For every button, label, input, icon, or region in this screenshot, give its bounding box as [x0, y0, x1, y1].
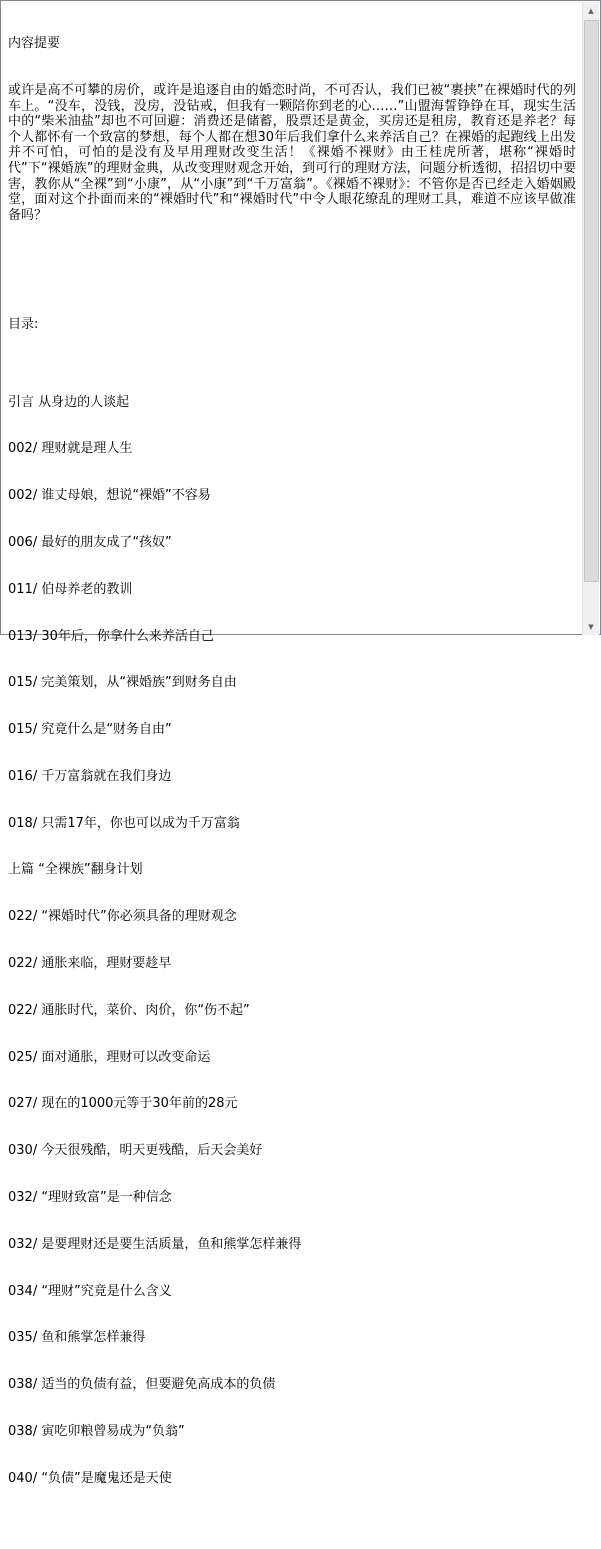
- toc-line: 034/ “理财”究竟是什么含义: [8, 1283, 172, 1299]
- toc-list: [8, 363, 584, 1517]
- toc-line: 上篇 “全裸族”翻身计划: [8, 862, 143, 878]
- vertical-scrollbar[interactable]: [582, 2, 599, 635]
- scrollbar-thumb[interactable]: [584, 20, 599, 582]
- document-content[interactable]: [2, 2, 584, 1486]
- toc-title: 目录:: [8, 316, 39, 332]
- toc-line: 引言 从身边的人谈起: [8, 394, 130, 410]
- toc-line: 006/ 最好的朋友成了“孩奴”: [8, 535, 172, 550]
- toc-line: 040/ “负债”是魔鬼还是天使: [8, 1470, 172, 1486]
- toc-line: 035/ 鱼和熊掌怎样兼得: [8, 1330, 146, 1346]
- toc-line: 038/ 适当的负债有益，但要避免高成本的负债: [8, 1377, 276, 1393]
- document-summary: 或许是高不可攀的房价，或许是追逐自由的婚恋时尚，不可否认，我们已被“裹挟”在裸婚时代的列车上。“没车，没钱，没房，没钻戒，但我有一颗陪你到老的心……”山盟海誓铮铮在耳，现实生活中的“柴米油盐”却也不可回避：消费还是储蓄，股票还是黄金，买房还是租房，教育还是养老？每个人都怀有一个致富的梦想，每个人都在想30年后我们拿什么来养活自己？在裸婚的起跑线上出发并不可怕，可怕的是没有及早用理财改变生活！《裸婚不裸财》由王桂虎所著，堪称“裸婚时代”下“裸婚族”的理财金典，从改变理财观念开始，到可行的理财方法，问题分析透彻，招招切中要害，教你从“全裸”到“小康”，从“小康”到“千万富翁”。《裸婚不裸财》：不管你是否已经走入婚姻殿堂，面对这个扑面而来的“裸婚时代”和“裸婚时代”中令人眼花缭乱的理财工具，难道不应该早做准备吗？: [8, 82, 576, 223]
- toc-line: 032/ “理财致富”是一种信念: [8, 1189, 172, 1205]
- toc-line: 032/ 是要理财还是要生活质量，鱼和熊掌怎样兼得: [8, 1236, 302, 1252]
- blank-space: [8, 255, 584, 286]
- toc-line: 022/ 通胀时代，菜价、肉价，你“伤不起”: [8, 1002, 250, 1018]
- toc-line: 030/ 今天很残酷，明天更残酷，后天会美好: [8, 1143, 263, 1159]
- toc-line: 038/ 寅吃卯粮曾易成为“负翁”: [8, 1423, 185, 1439]
- toc-line: 013/ 30年后，你拿什么来养活自己: [8, 628, 214, 644]
- document-heading: 内容提要: [8, 36, 61, 52]
- toc-line: 016/ 千万富翁就在我们身边: [8, 768, 172, 784]
- toc-line: 022/ “裸婚时代”你必须具备的理财观念: [8, 909, 237, 925]
- scroll-up-arrow-icon[interactable]: ▲: [583, 2, 599, 19]
- toc-line: 002/ 理财就是理人生: [8, 441, 133, 457]
- toc-line: 011/ 伯母养老的教训: [8, 581, 133, 597]
- toc-line: 018/ 只需17年，你也可以成为千万富翁: [8, 815, 240, 831]
- toc-line: 002/ 谁丈母娘，想说“裸婚”不容易: [8, 488, 211, 504]
- scroll-down-arrow-icon[interactable]: ▼: [583, 618, 599, 635]
- toc-line: 015/ 究竟什么是“财务自由”: [8, 722, 172, 738]
- toc-line: 025/ 面对通胀，理财可以改变命运: [8, 1049, 211, 1065]
- toc-line: 015/ 完美策划，从“裸婚族”到财务自由: [8, 675, 237, 691]
- toc-line: 027/ 现在的1000元等于30年前的28元: [8, 1096, 238, 1112]
- toc-line: 022/ 通胀来临，理财要趁早: [8, 956, 172, 972]
